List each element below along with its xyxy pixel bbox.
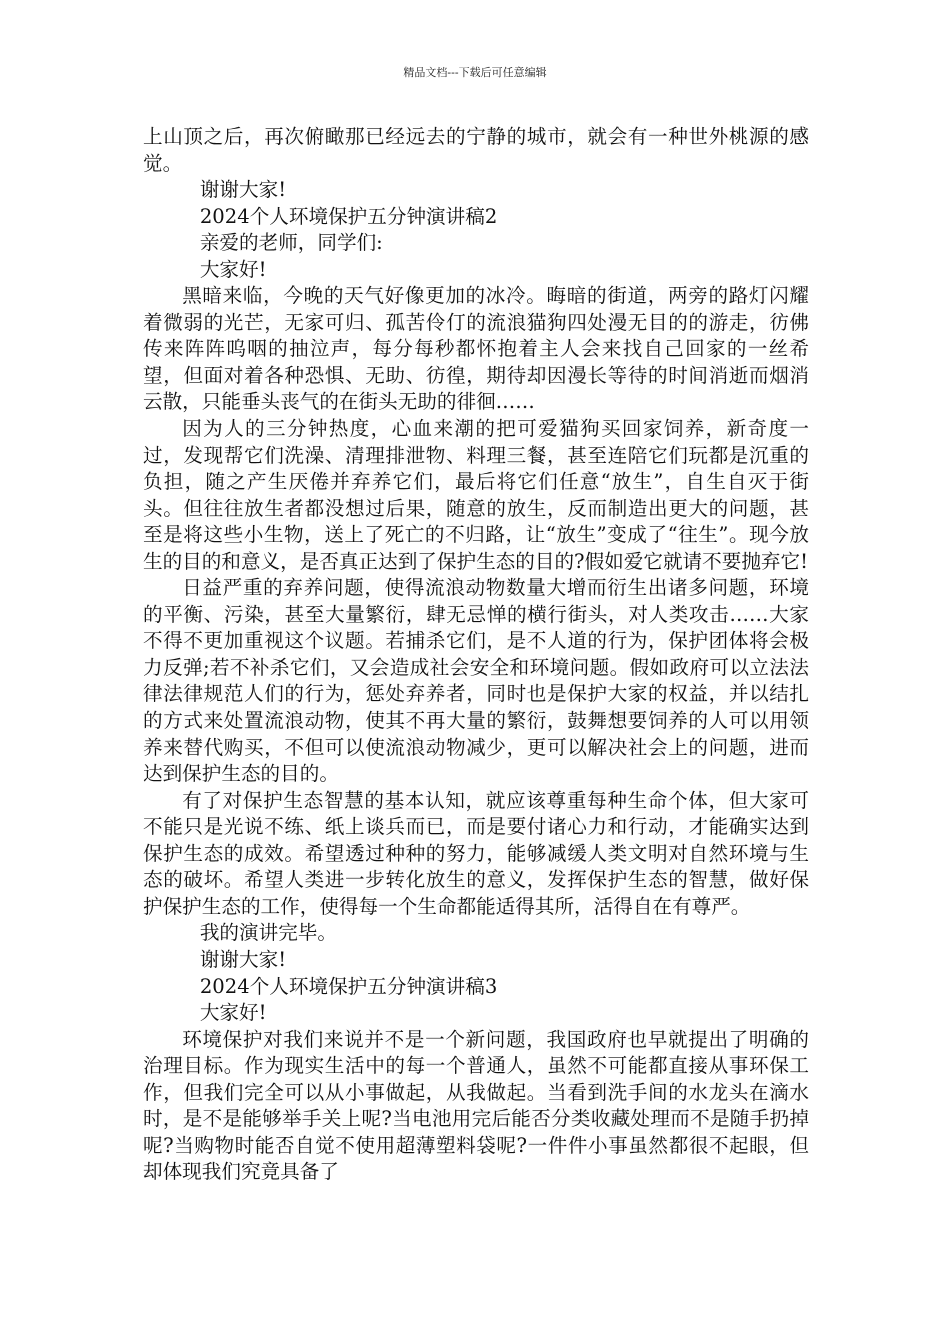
paragraph: 日益严重的弃养问题，使得流浪动物数量大增而衍生出诸多问题，环境的平衡、污染，甚至大量繁衍，肆无忌惮的横行街头，对人类攻击……大家不得不更加重视这个议题。若捕杀它们，是不人道的行为，保护团体将会极力反弹;若不补杀它们，又会造成社会安全和环境问题。假如政府可以立法法律法律规范人们的行为，惩处弃养者，同时也是保护大家的权益，并以结扎的方式来处置流浪动物，使其不再大量的繁衍，鼓舞想要饲养的人可以用领养来替代购买，不但可以使流浪动物减少，更可以解决社会上的问题，进而达到保护生态的目的。 xyxy=(143,576,809,786)
paragraph: 谢谢大家! xyxy=(199,947,287,971)
section-heading: 2024个人环境保护五分钟演讲稿2 xyxy=(199,204,498,228)
greeting: 大家好! xyxy=(199,257,267,281)
section-heading: 2024个人环境保护五分钟演讲稿3 xyxy=(199,974,498,998)
greeting: 大家好! xyxy=(199,1001,267,1025)
paragraph: 黑暗来临，今晚的天气好像更加的冰冷。晦暗的街道，两旁的路灯闪耀着微弱的光芒，无家可归、孤苦伶仃的流浪猫狗四处漫无目的的游走，彷佛传来阵阵呜咽的抽泣声，每分每秒都怀抱着主人会来找自己回家的一丝希望，但面对着各种恐惧、无助、彷徨，期待却因漫长等待的时间消逝而烟消云散，只能垂头丧气的在街头无助的徘徊…… xyxy=(143,284,809,414)
page-header: 精品文档---下载后可任意编辑 xyxy=(403,66,547,79)
paragraph: 因为人的三分钟热度，心血来潮的把可爱猫狗买回家饲养，新奇度一过，发现帮它们洗澡、清理排泄物、料理三餐，甚至连陪它们玩都是沉重的负担，随之产生厌倦并弃养它们，最后将它们任意“放生”，自生自灭于街头。但往往放生者都没想过后果，随意的放生，反而制造出更大的问题，甚至是将这些小生物，送上了死亡的不归路，让“放生”变成了“往生”。现今放生的目的和意义，是否真正达到了保护生态的目的?假如爱它就请不要抛弃它! xyxy=(143,417,809,573)
paragraph: 上山顶之后，再次俯瞰那已经远去的宁静的城市，就会有一种世外桃源的感觉。 xyxy=(143,125,809,175)
paragraph: 谢谢大家! xyxy=(199,178,287,202)
paragraph: 环境保护对我们来说并不是一个新问题，我国政府也早就提出了明确的治理目标。作为现实生活中的每一个普通人，虽然不可能都直接从事环保工作，但我们完全可以从小事做起，从我做起。当看到洗手间的水龙头在滴水时，是不是能够举手关上呢?当电池用完后能否分类收藏处理而不是随手扔掉呢?当购物时能否自觉不使用超薄塑料袋呢?一件件小事虽然都很不起眼，但却体现我们究竟具备了 xyxy=(143,1027,809,1184)
document-body xyxy=(143,124,809,1186)
salutation: 亲爱的老师，同学们: xyxy=(199,231,383,255)
paragraph: 有了对保护生态智慧的基本认知，就应该尊重每种生命个体，但大家可不能只是光说不练、纸上谈兵而已，而是要付诸心力和行动，才能确实达到保护生态的成效。希望透过种种的努力，能够减缓人类文明对自然环境与生态的破坏。希望人类进一步转化放生的意义，发挥保护生态的智慧，做好保护保护生态的工作，使得每一个生命都能适得其所，活得自在有尊严。 xyxy=(143,788,809,918)
paragraph: 我的演讲完毕。 xyxy=(199,921,337,945)
